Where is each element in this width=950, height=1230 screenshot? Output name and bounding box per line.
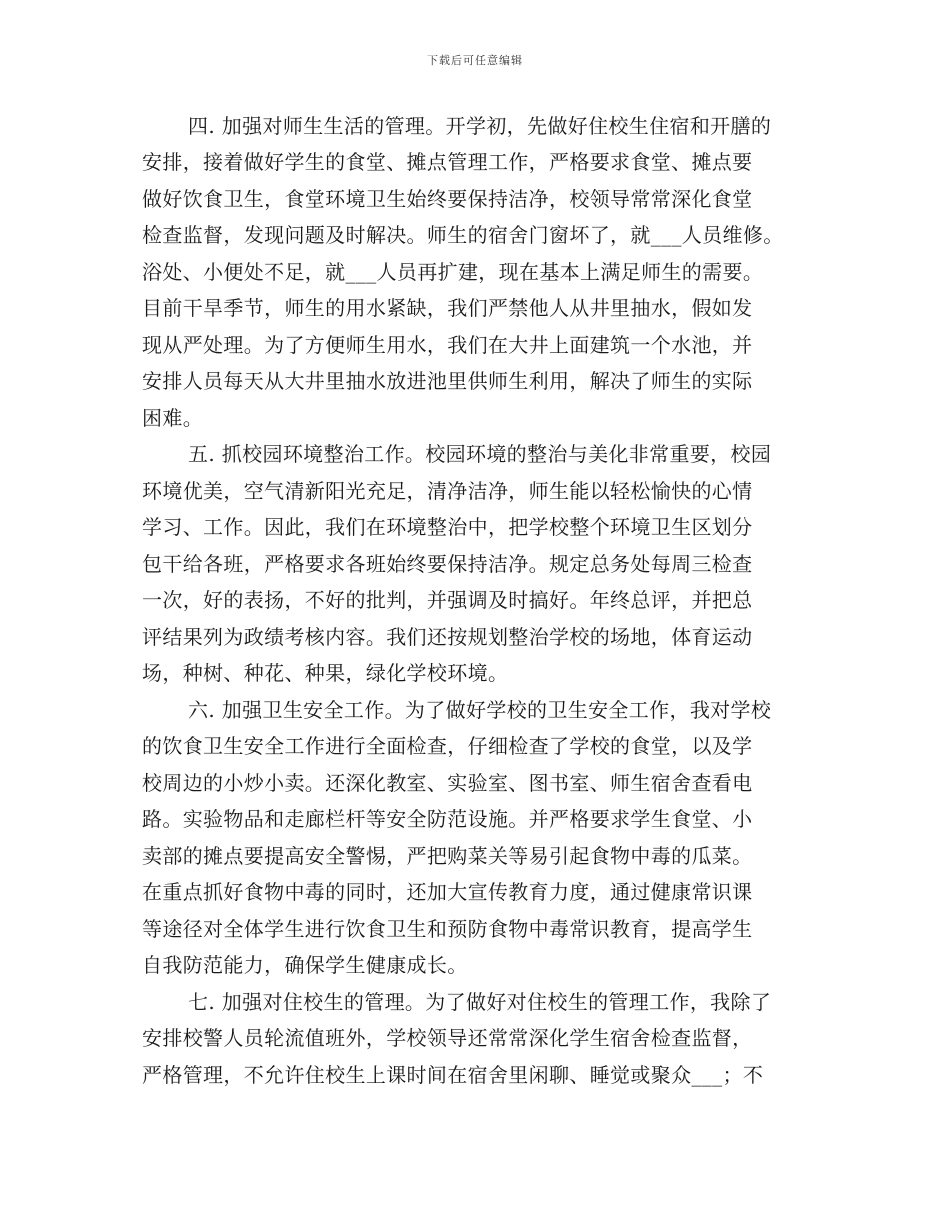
text-line: 七. 加强对住校生的管理。为了做好对住校生的管理工作，我除了	[188, 990, 772, 1014]
text-line: 安排，接着做好学生的食堂、摊点管理工作，严格要求食堂、摊点要	[142, 150, 753, 174]
text-line: 的饮食卫生安全工作进行全面检查，仔细检查了学校的食堂，以及学	[142, 734, 753, 758]
text-line: 校周边的小炒小卖。还深化教室、实验室、图书室、师生宿舍查看电	[142, 771, 753, 795]
text-line: 目前干旱季节，师生的用水紧缺，我们严禁他人从井里抽水，假如发	[142, 296, 753, 320]
text-line: 一次，好的表扬，不好的批判，并强调及时搞好。年终总评，并把总	[142, 588, 753, 612]
text-line: 评结果列为政绩考核内容。我们还按规划整治学校的场地，体育运动	[142, 625, 753, 649]
text-line: 包干给各班，严格要求各班始终要保持洁净。规定总务处每周三检查	[142, 552, 753, 576]
text-line: 在重点抓好食物中毒的同时，还加大宣传教育力度，通过健康常识课	[142, 880, 753, 904]
text-line: 场，种树、种花、种果，绿化学校环境。	[142, 661, 509, 685]
text-line: 严格管理，不允许住校生上课时间在宿舍里闲聊、睡觉或聚众___；不	[142, 1063, 764, 1087]
text-line: 六. 加强卫生安全工作。为了做好学校的卫生安全工作，我对学校	[188, 698, 772, 722]
text-line: 浴处、小便处不足，就___人员再扩建，现在基本上满足师生的需要。	[142, 260, 764, 284]
page-header: 下载后可任意编辑	[427, 54, 523, 67]
text-line: 卖部的摊点要提高安全警惕，严把购菜关等易引起食物中毒的瓜菜。	[142, 844, 753, 868]
text-line: 自我防范能力，确保学生健康成长。	[142, 953, 468, 977]
text-line: 四. 加强对师生生活的管理。开学初，先做好住校生住宿和开膳的	[188, 114, 772, 138]
text-line: 路。实验物品和走廊栏杆等安全防范设施。并严格要求学生食堂、小	[142, 807, 753, 831]
text-line: 安排人员每天从大井里抽水放进池里供师生利用，解决了师生的实际	[142, 369, 753, 393]
text-line: 环境优美，空气清新阳光充足，清净洁净，师生能以轻松愉快的心情	[142, 479, 753, 503]
text-line: 五. 抓校园环境整治工作。校园环境的整治与美化非常重要，校园	[188, 442, 772, 466]
text-line: 等途径对全体学生进行饮食卫生和预防食物中毒常识教育，提高学生	[142, 917, 753, 941]
text-line: 安排校警人员轮流值班外，学校领导还常常深化学生宿舍检查监督，	[142, 1026, 753, 1050]
text-line: 困难。	[142, 406, 204, 430]
text-line: 学习、工作。因此，我们在环境整治中，把学校整个环境卫生区划分	[142, 515, 753, 539]
text-line: 做好饮食卫生，食堂环境卫生始终要保持洁净，校领导常常深化食堂	[142, 187, 753, 211]
text-line: 现从严处理。为了方便师生用水，我们在大井上面建筑一个水池，并	[142, 333, 753, 357]
text-line: 检查监督，发现问题及时解决。师生的宿舍门窗坏了，就___人员维修。	[142, 223, 784, 247]
